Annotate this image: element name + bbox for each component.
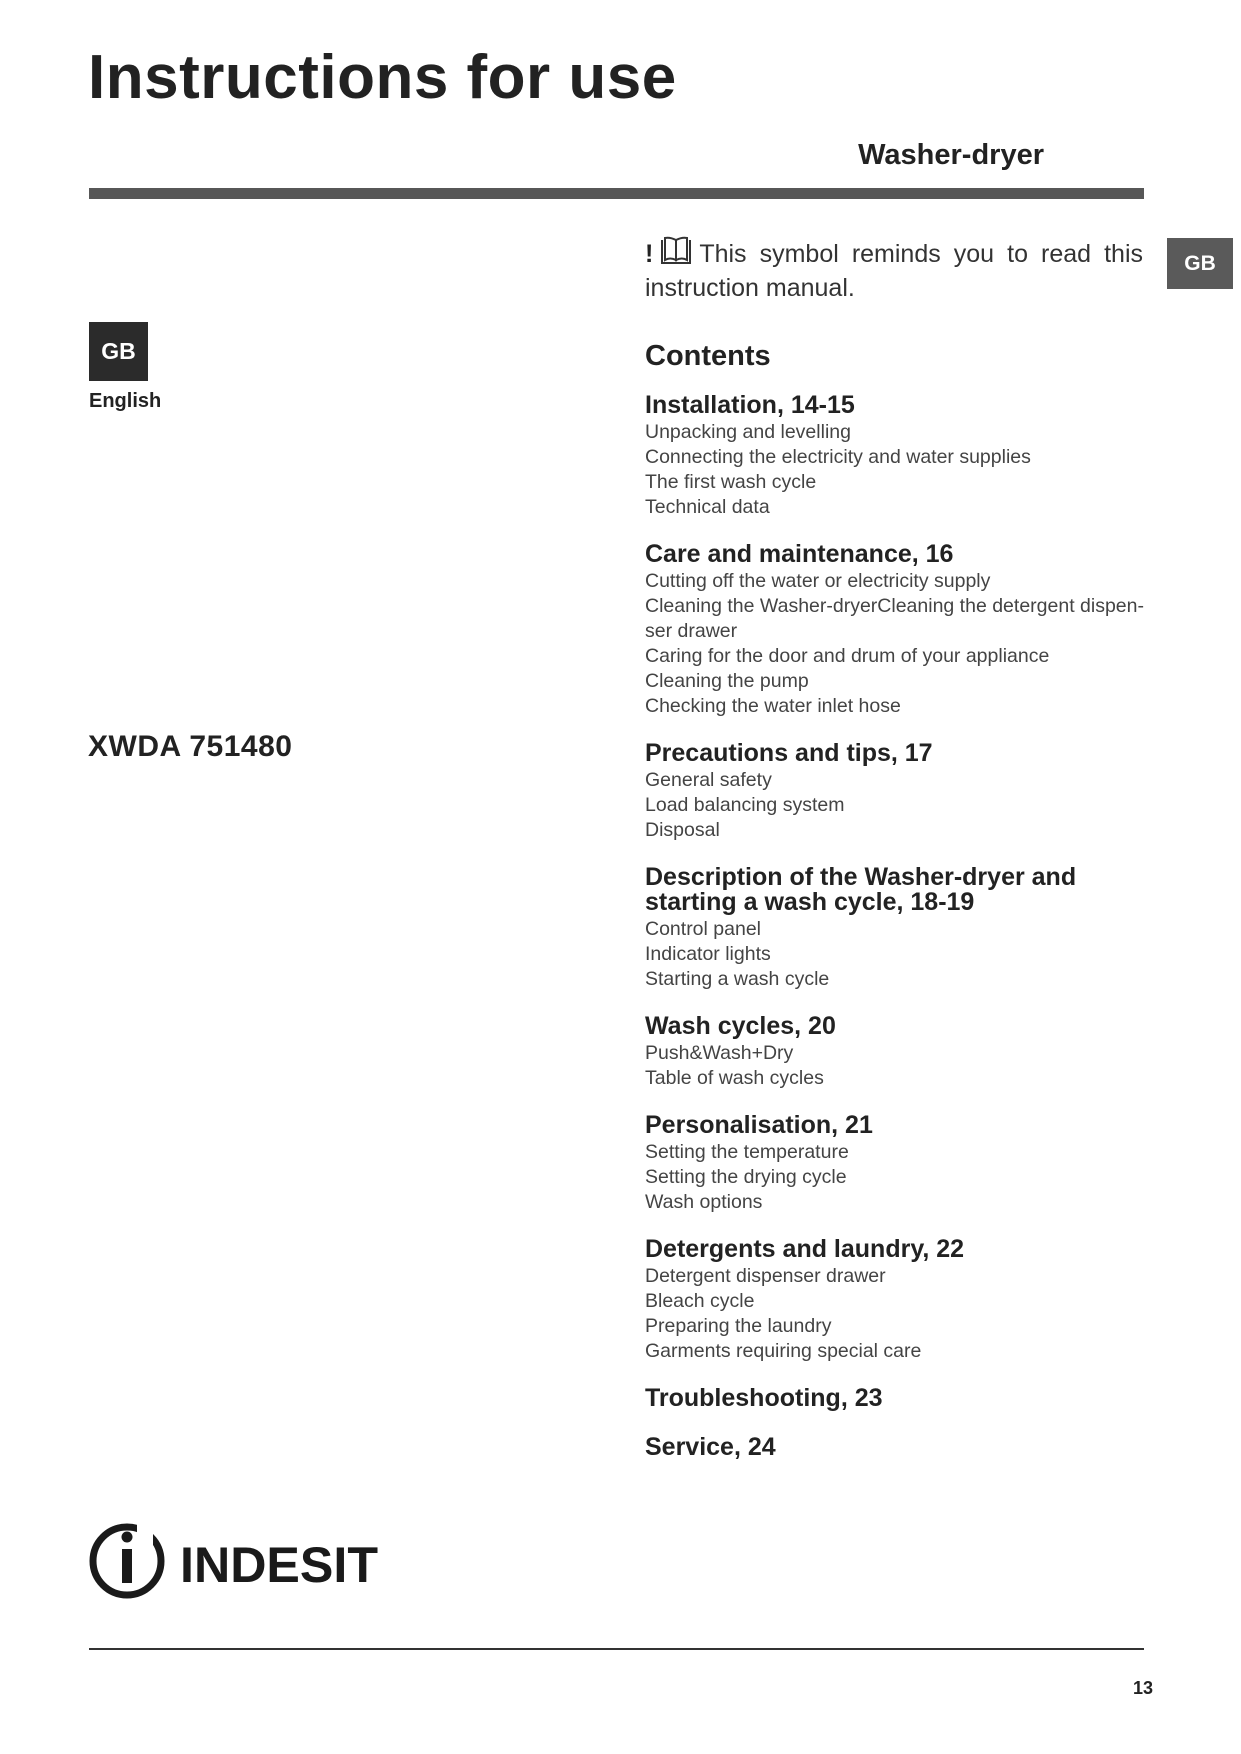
toc-section-title [645, 1014, 1145, 1041]
toc-item: Checking the water inlet hose [645, 695, 901, 717]
toc-item: Cutting off the water or electricity supply [645, 570, 991, 592]
toc-section-title-line: Troubleshooting, 23 [645, 1384, 883, 1412]
header-rule [89, 188, 1144, 199]
toc-item-list [645, 569, 1145, 719]
toc-section-title [645, 1237, 1145, 1264]
footer-rule [89, 1648, 1144, 1650]
toc-section [645, 865, 1145, 992]
toc-section-title [645, 1386, 1145, 1413]
logo-text: INDESIT [180, 1537, 378, 1593]
toc-item: Wash options [645, 1191, 763, 1213]
page-number: 13 [1132, 1678, 1153, 1698]
toc-item: Garments requiring special care [645, 1340, 922, 1362]
toc-item: Disposal [645, 819, 720, 841]
toc-section-title-line: Description of the Washer-dryer and [645, 863, 1077, 891]
toc-item-list [645, 1140, 1145, 1215]
toc-item: Technical data [645, 496, 770, 518]
toc-item-list [645, 1264, 1145, 1364]
toc-section [645, 1435, 1145, 1462]
toc-item: The first wash cycle [645, 471, 817, 493]
toc-section [645, 1237, 1145, 1364]
toc-item: Setting the temperature [645, 1141, 849, 1163]
toc-section-title-line: Detergents and laundry, 22 [645, 1235, 965, 1263]
exclamation-mark: ! [645, 240, 654, 268]
toc-section-title-line: Care and maintenance, 16 [645, 540, 954, 568]
toc-item-list [645, 768, 1145, 843]
toc-item: Bleach cycle [645, 1290, 755, 1312]
toc-section [645, 1014, 1145, 1091]
toc-item: ser drawer [645, 620, 738, 642]
toc-section-title-line: starting a wash cycle, 18-19 [645, 888, 975, 916]
toc-section-title [645, 1435, 1145, 1462]
toc-item: Indicator lights [645, 943, 771, 965]
toc-section-title-line: Installation, 14-15 [645, 391, 855, 419]
toc-section-title [645, 542, 1145, 569]
toc-item: Cleaning the Washer-dryerCleaning the detergent dispen- [645, 595, 1144, 617]
toc-item-list [645, 1041, 1145, 1091]
language-side-tab: GB [1167, 238, 1233, 289]
toc-section-title [645, 1113, 1145, 1140]
toc-item: Starting a wash cycle [645, 968, 830, 990]
toc-item: Cleaning the pump [645, 670, 809, 692]
toc-section-title-line: Precautions and tips, 17 [645, 739, 933, 767]
symbol-note-text: This symbol reminds you to read this instruction manual. [645, 240, 1143, 302]
toc-item: Connecting the electricity and water supplies [645, 446, 1031, 468]
toc-section [645, 1113, 1145, 1215]
toc-section [645, 741, 1145, 843]
toc-item-list [645, 420, 1145, 520]
toc-item: Control panel [645, 918, 761, 940]
toc-item: Caring for the door and drum of your appliance [645, 645, 1050, 667]
model-number: XWDA 751480 [88, 730, 293, 763]
toc-section-title-line: Service, 24 [645, 1433, 776, 1461]
book-icon [659, 236, 693, 273]
toc-section [645, 393, 1145, 520]
toc-item: Detergent dispenser drawer [645, 1265, 886, 1287]
toc-item: Load balancing system [645, 794, 845, 816]
toc-section-title [645, 741, 1145, 768]
toc-section [645, 542, 1145, 719]
symbol-note [645, 236, 1143, 303]
toc-item: Preparing the laundry [645, 1315, 832, 1337]
language-name: English [89, 390, 162, 412]
toc-item: General safety [645, 769, 772, 791]
product-type: Washer-dryer [858, 139, 1044, 171]
toc-section-title [645, 865, 1145, 917]
toc-item: Table of wash cycles [645, 1067, 824, 1089]
table-of-contents [645, 393, 1145, 1484]
indesit-logo-icon [88, 1522, 388, 1600]
toc-section-title-line: Wash cycles, 20 [645, 1012, 836, 1040]
contents-heading: Contents [645, 340, 771, 372]
page-title: Instructions for use [88, 43, 677, 112]
toc-section-title [645, 393, 1145, 420]
toc-item: Unpacking and levelling [645, 421, 851, 443]
toc-item-list [645, 917, 1145, 992]
language-badge: GB [89, 322, 148, 381]
toc-section-title-line: Personalisation, 21 [645, 1111, 873, 1139]
toc-item: Setting the drying cycle [645, 1166, 847, 1188]
toc-item: Push&Wash+Dry [645, 1042, 794, 1064]
toc-section [645, 1386, 1145, 1413]
